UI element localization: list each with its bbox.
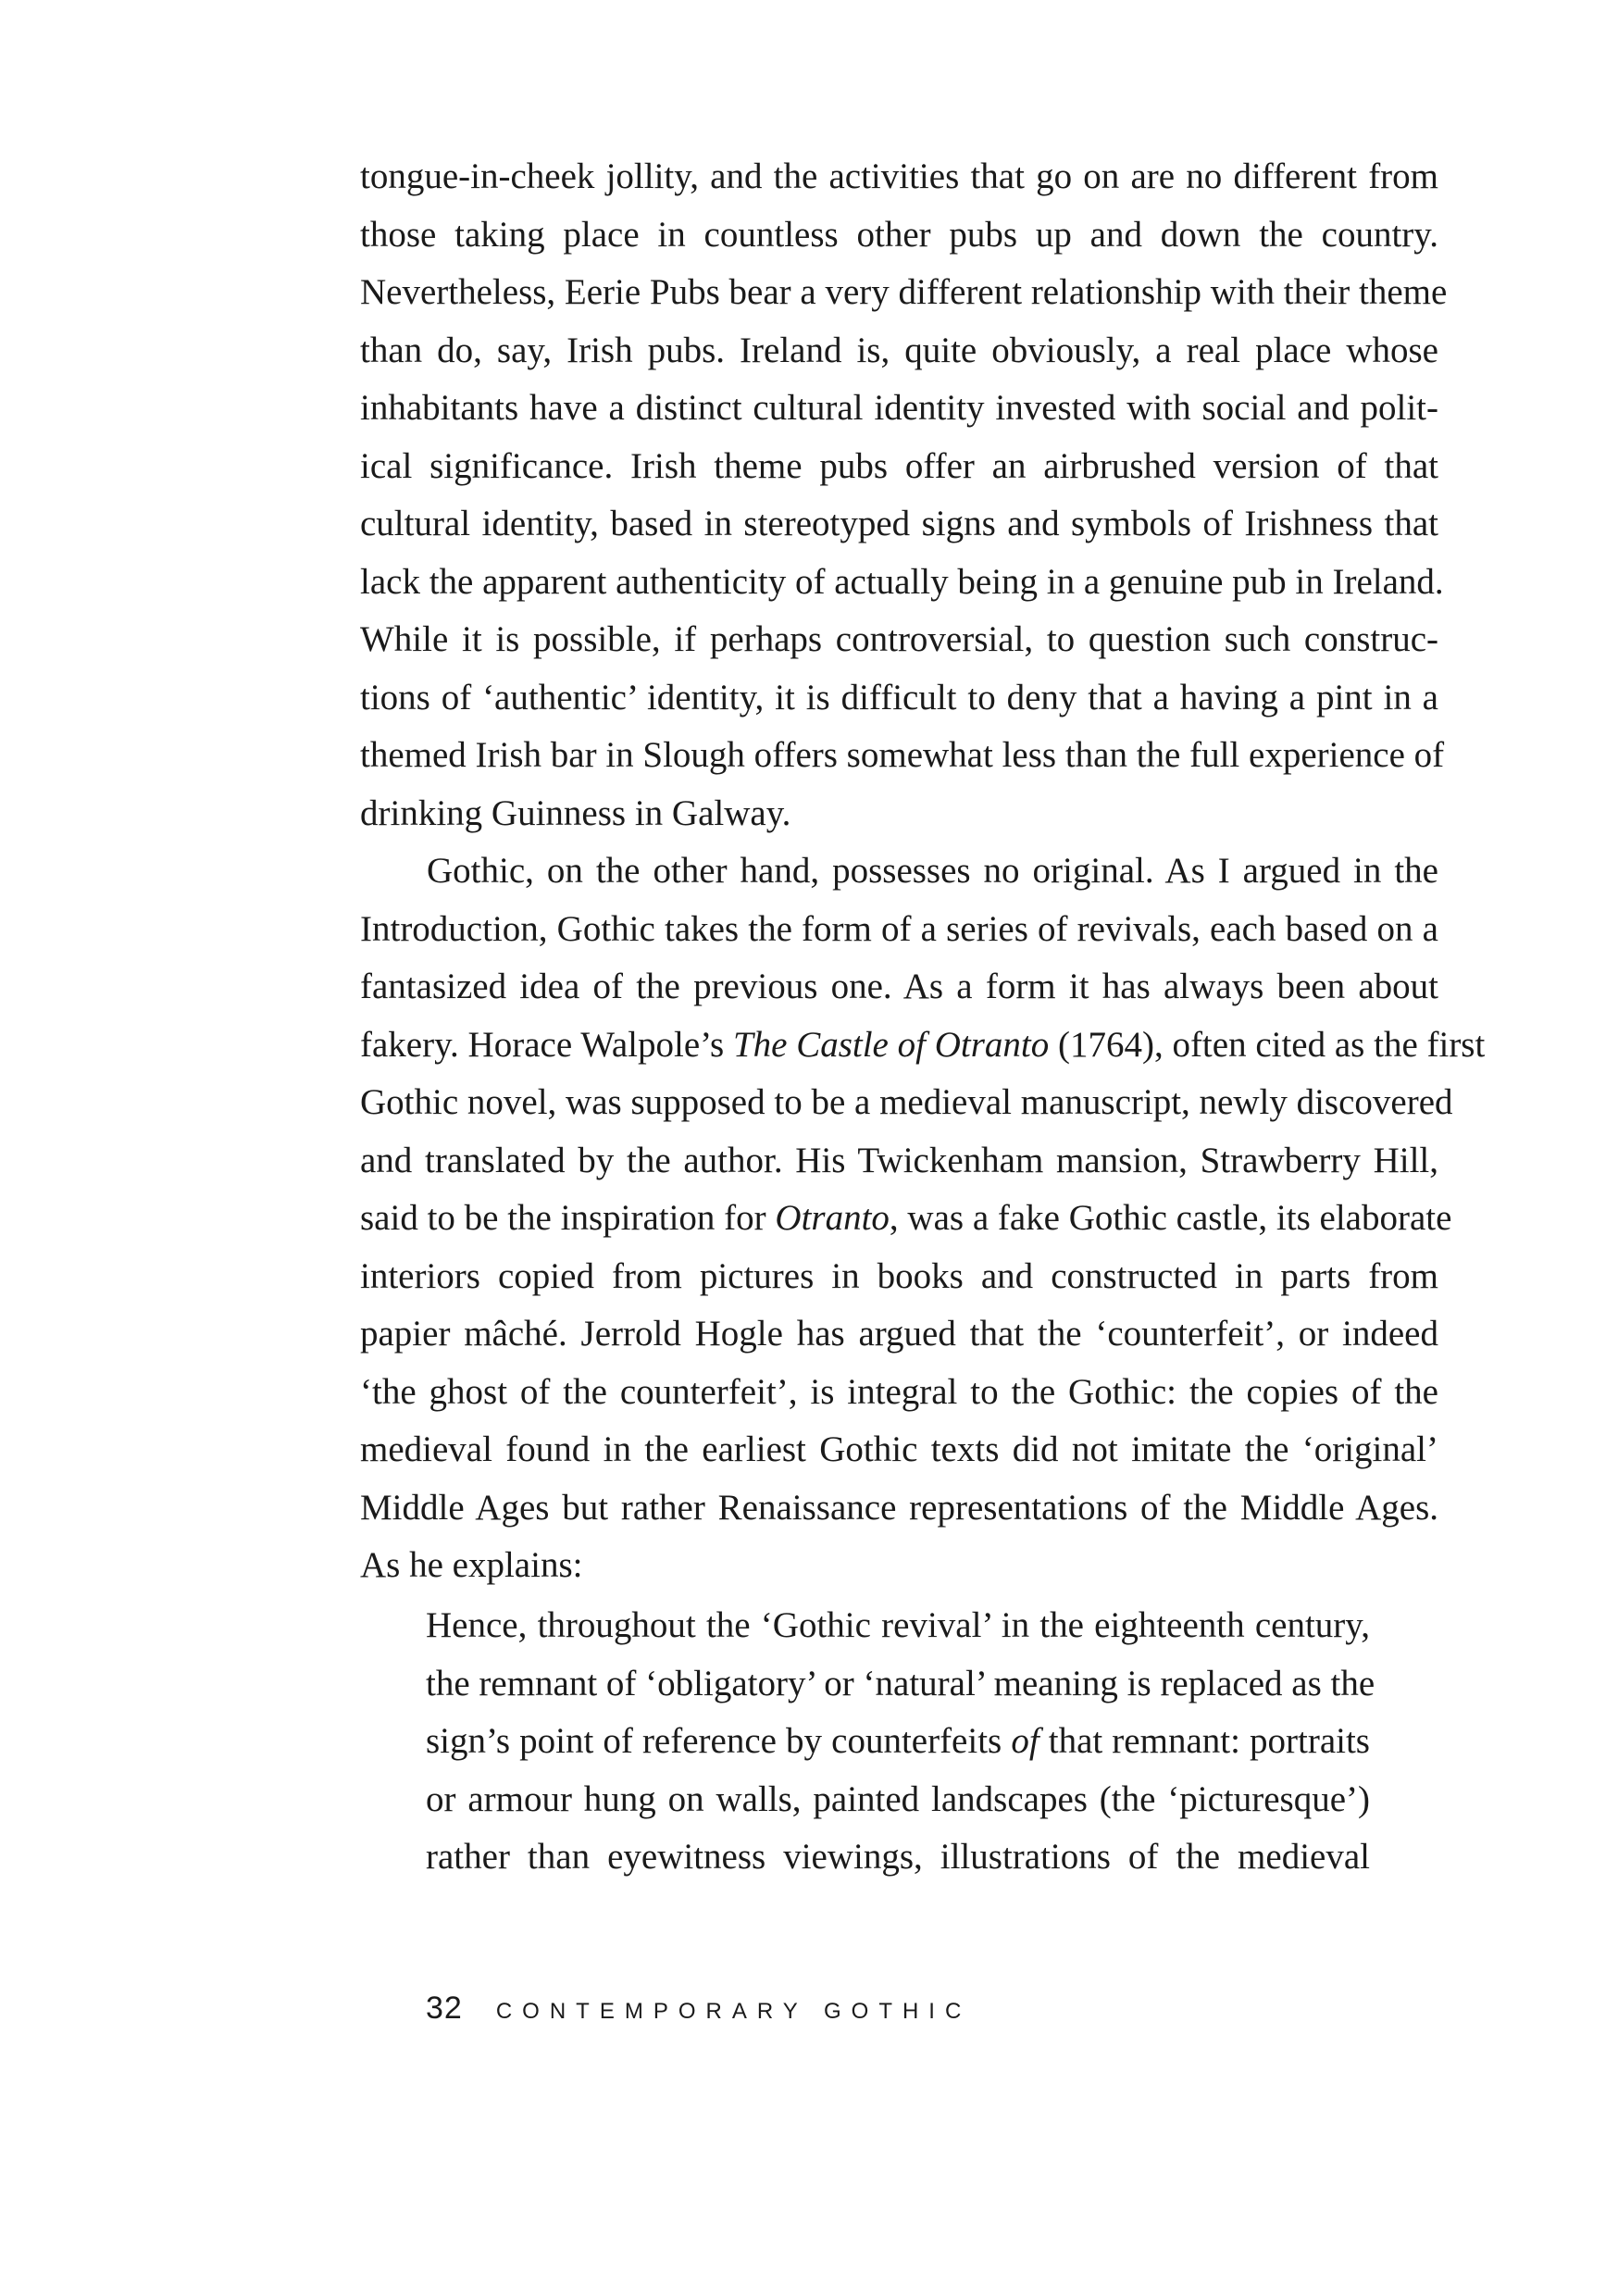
quote-line: or armour hung on walls, painted landscapes (the ‘picturesque’)	[426, 1778, 1370, 1819]
block-quote	[426, 1597, 1375, 1887]
text-line: ‘the ghost of the counterfeit’, is integral to the Gothic: the copies of the	[360, 1371, 1438, 1412]
text-line: lack the apparent authenticity of actually being in a genuine pub in Ireland.	[360, 561, 1444, 602]
text-line: tongue-in-cheek jollity, and the activities that go on are no different from	[360, 156, 1438, 196]
running-head: CONTEMPORARY GOTHIC	[495, 1999, 972, 2024]
text-run: said to be the inspiration for	[360, 1198, 776, 1238]
text-line	[360, 1190, 1452, 1248]
text-line: tions of ‘authentic’ identity, it is difficult to deny that a having a pint in a	[360, 677, 1438, 718]
text-line: and translated by the author. His Twickenham mansion, Strawberry Hill,	[360, 1140, 1438, 1180]
text-run: sign’s point of reference by counterfeits	[426, 1721, 1012, 1761]
book-title: Otranto	[775, 1198, 890, 1238]
text-run: (1764), often cited as the first	[1049, 1024, 1486, 1065]
quote-line: rather than eyewitness viewings, illustrations of the medieval	[426, 1837, 1370, 1877]
text-run: fakery. Horace Walpole’s	[360, 1024, 733, 1065]
quote-line: Hence, throughout the ‘Gothic revival’ in the eighteenth century,	[426, 1605, 1370, 1645]
text-line: interiors copied from pictures in books and constructed in parts from	[360, 1255, 1438, 1296]
text-line: Gothic novel, was supposed to be a medieval manuscript, newly discovered	[360, 1082, 1453, 1122]
text-run: that remnant: portraits	[1039, 1721, 1370, 1761]
text-line	[360, 1017, 1486, 1075]
text-line: cultural identity, based in stereotyped signs and symbols of Irishness that	[360, 504, 1438, 543]
text-line: ical significance. Irish theme pubs offer an airbrushed version of that	[360, 445, 1438, 486]
text-line: inhabitants have a distinct cultural identity invested with social and polit-	[360, 388, 1438, 428]
text-line: than do, say, Irish pubs. Ireland is, quite obviously, a real place whose	[360, 330, 1438, 370]
text-line: Introduction, Gothic takes the form of a series of revivals, each based on a	[360, 908, 1438, 949]
text-line: papier mâché. Jerrold Hogle has argued that the ‘counterfeit’, or indeed	[360, 1314, 1438, 1354]
book-title: The Castle of Otranto	[732, 1024, 1050, 1065]
quote-line	[426, 1713, 1370, 1771]
text-line: As he explains:	[360, 1545, 583, 1585]
text-line: Gothic, on the other hand, possesses no original. As I argued in the	[427, 851, 1438, 891]
text-line: themed Irish bar in Slough offers somewhat less than the full experience of	[360, 735, 1445, 775]
text-line: While it is possible, if perhaps controversial, to question such construc-	[360, 619, 1438, 659]
page-number: 32	[426, 1990, 463, 2026]
text-line: drinking Guinness in Galway.	[360, 792, 791, 833]
quote-line: the remnant of ‘obligatory’ or ‘natural’ meaning is replaced as the	[426, 1663, 1375, 1703]
text-line: fantasized idea of the previous one. As a form it has always been about	[360, 967, 1438, 1006]
text-line: those taking place in countless other pubs up and down the country.	[360, 214, 1438, 255]
text-line: Nevertheless, Eerie Pubs bear a very different relationship with their theme	[360, 272, 1448, 312]
text-run: , was a fake Gothic castle, its elaborate	[889, 1198, 1452, 1238]
emphasis: of	[1011, 1721, 1039, 1761]
text-line: medieval found in the earliest Gothic texts did not imitate the ‘original’	[360, 1429, 1438, 1469]
body-paragraph-2	[360, 842, 1486, 1595]
page-footer	[426, 1990, 971, 2027]
body-paragraph-1	[360, 148, 1448, 842]
text-line: Middle Ages but rather Renaissance representations of the Middle Ages.	[360, 1487, 1438, 1528]
